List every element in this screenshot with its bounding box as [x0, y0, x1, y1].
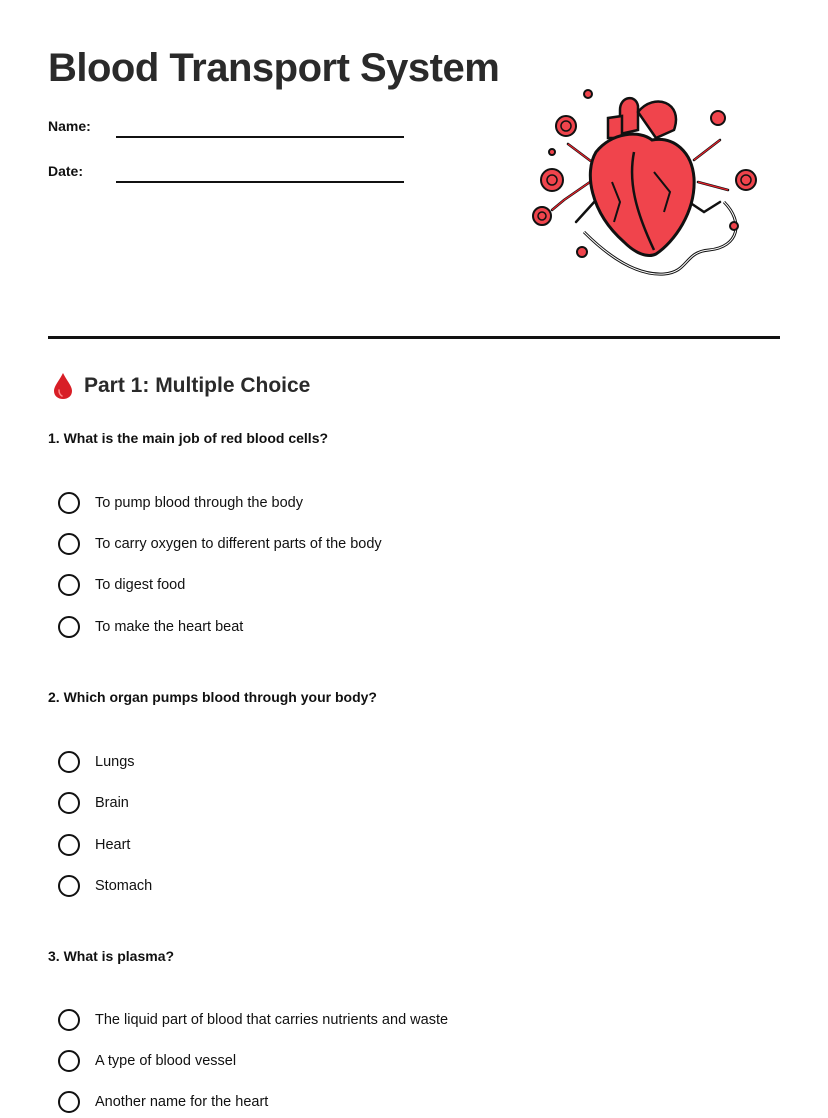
- date-label: Date:: [48, 163, 84, 179]
- option-label: Lungs: [95, 754, 135, 770]
- radio-button[interactable]: [58, 533, 80, 555]
- radio-button[interactable]: [58, 1009, 80, 1031]
- radio-button[interactable]: [58, 1050, 80, 1072]
- option-label: Another name for the heart: [95, 1094, 269, 1110]
- radio-button[interactable]: [58, 574, 80, 596]
- section-title: Part 1: Multiple Choice: [84, 374, 311, 397]
- radio-button[interactable]: [58, 834, 80, 856]
- radio-button[interactable]: [58, 875, 80, 897]
- name-label: Name:: [48, 118, 91, 134]
- question-2: 2. Which organ pumps blood through your body?: [48, 689, 377, 705]
- option-label: To digest food: [95, 577, 186, 593]
- radio-button[interactable]: [58, 1091, 80, 1113]
- heart-illustration: [524, 82, 764, 282]
- blood-drop-icon: [52, 372, 74, 400]
- option-label: The liquid part of blood that carries nutrients and waste: [95, 1012, 449, 1028]
- q1-option-1[interactable]: [58, 491, 303, 515]
- q3-option-3[interactable]: [58, 1090, 268, 1114]
- q3-option-2[interactable]: [58, 1049, 236, 1073]
- radio-button[interactable]: [58, 751, 80, 773]
- option-label: A type of blood vessel: [95, 1053, 237, 1069]
- option-label: Brain: [95, 795, 129, 811]
- q2-option-1[interactable]: [58, 750, 135, 774]
- q1-option-2[interactable]: [58, 532, 382, 556]
- q1-option-3[interactable]: [58, 573, 185, 597]
- radio-button[interactable]: [58, 616, 80, 638]
- option-label: Stomach: [95, 878, 153, 894]
- option-label: To pump blood through the body: [95, 495, 303, 511]
- q3-option-1[interactable]: [58, 1008, 448, 1032]
- option-label: Heart: [95, 837, 131, 853]
- name-line[interactable]: [116, 136, 404, 138]
- name-field[interactable]: [48, 118, 404, 134]
- page-title: Blood Transport System: [48, 46, 500, 90]
- radio-button[interactable]: [58, 792, 80, 814]
- date-field[interactable]: [48, 163, 404, 179]
- option-label: To carry oxygen to different parts of the body: [95, 536, 382, 552]
- q2-option-4[interactable]: [58, 874, 152, 898]
- q2-option-2[interactable]: [58, 791, 129, 815]
- section-divider: [48, 336, 780, 339]
- q2-option-3[interactable]: [58, 833, 130, 857]
- section-heading: [52, 372, 310, 400]
- date-line[interactable]: [116, 181, 404, 183]
- question-1: 1. What is the main job of red blood cells?: [48, 430, 329, 446]
- question-3: 3. What is plasma?: [48, 948, 175, 964]
- option-label: To make the heart beat: [95, 619, 244, 635]
- q1-option-4[interactable]: [58, 615, 243, 639]
- radio-button[interactable]: [58, 492, 80, 514]
